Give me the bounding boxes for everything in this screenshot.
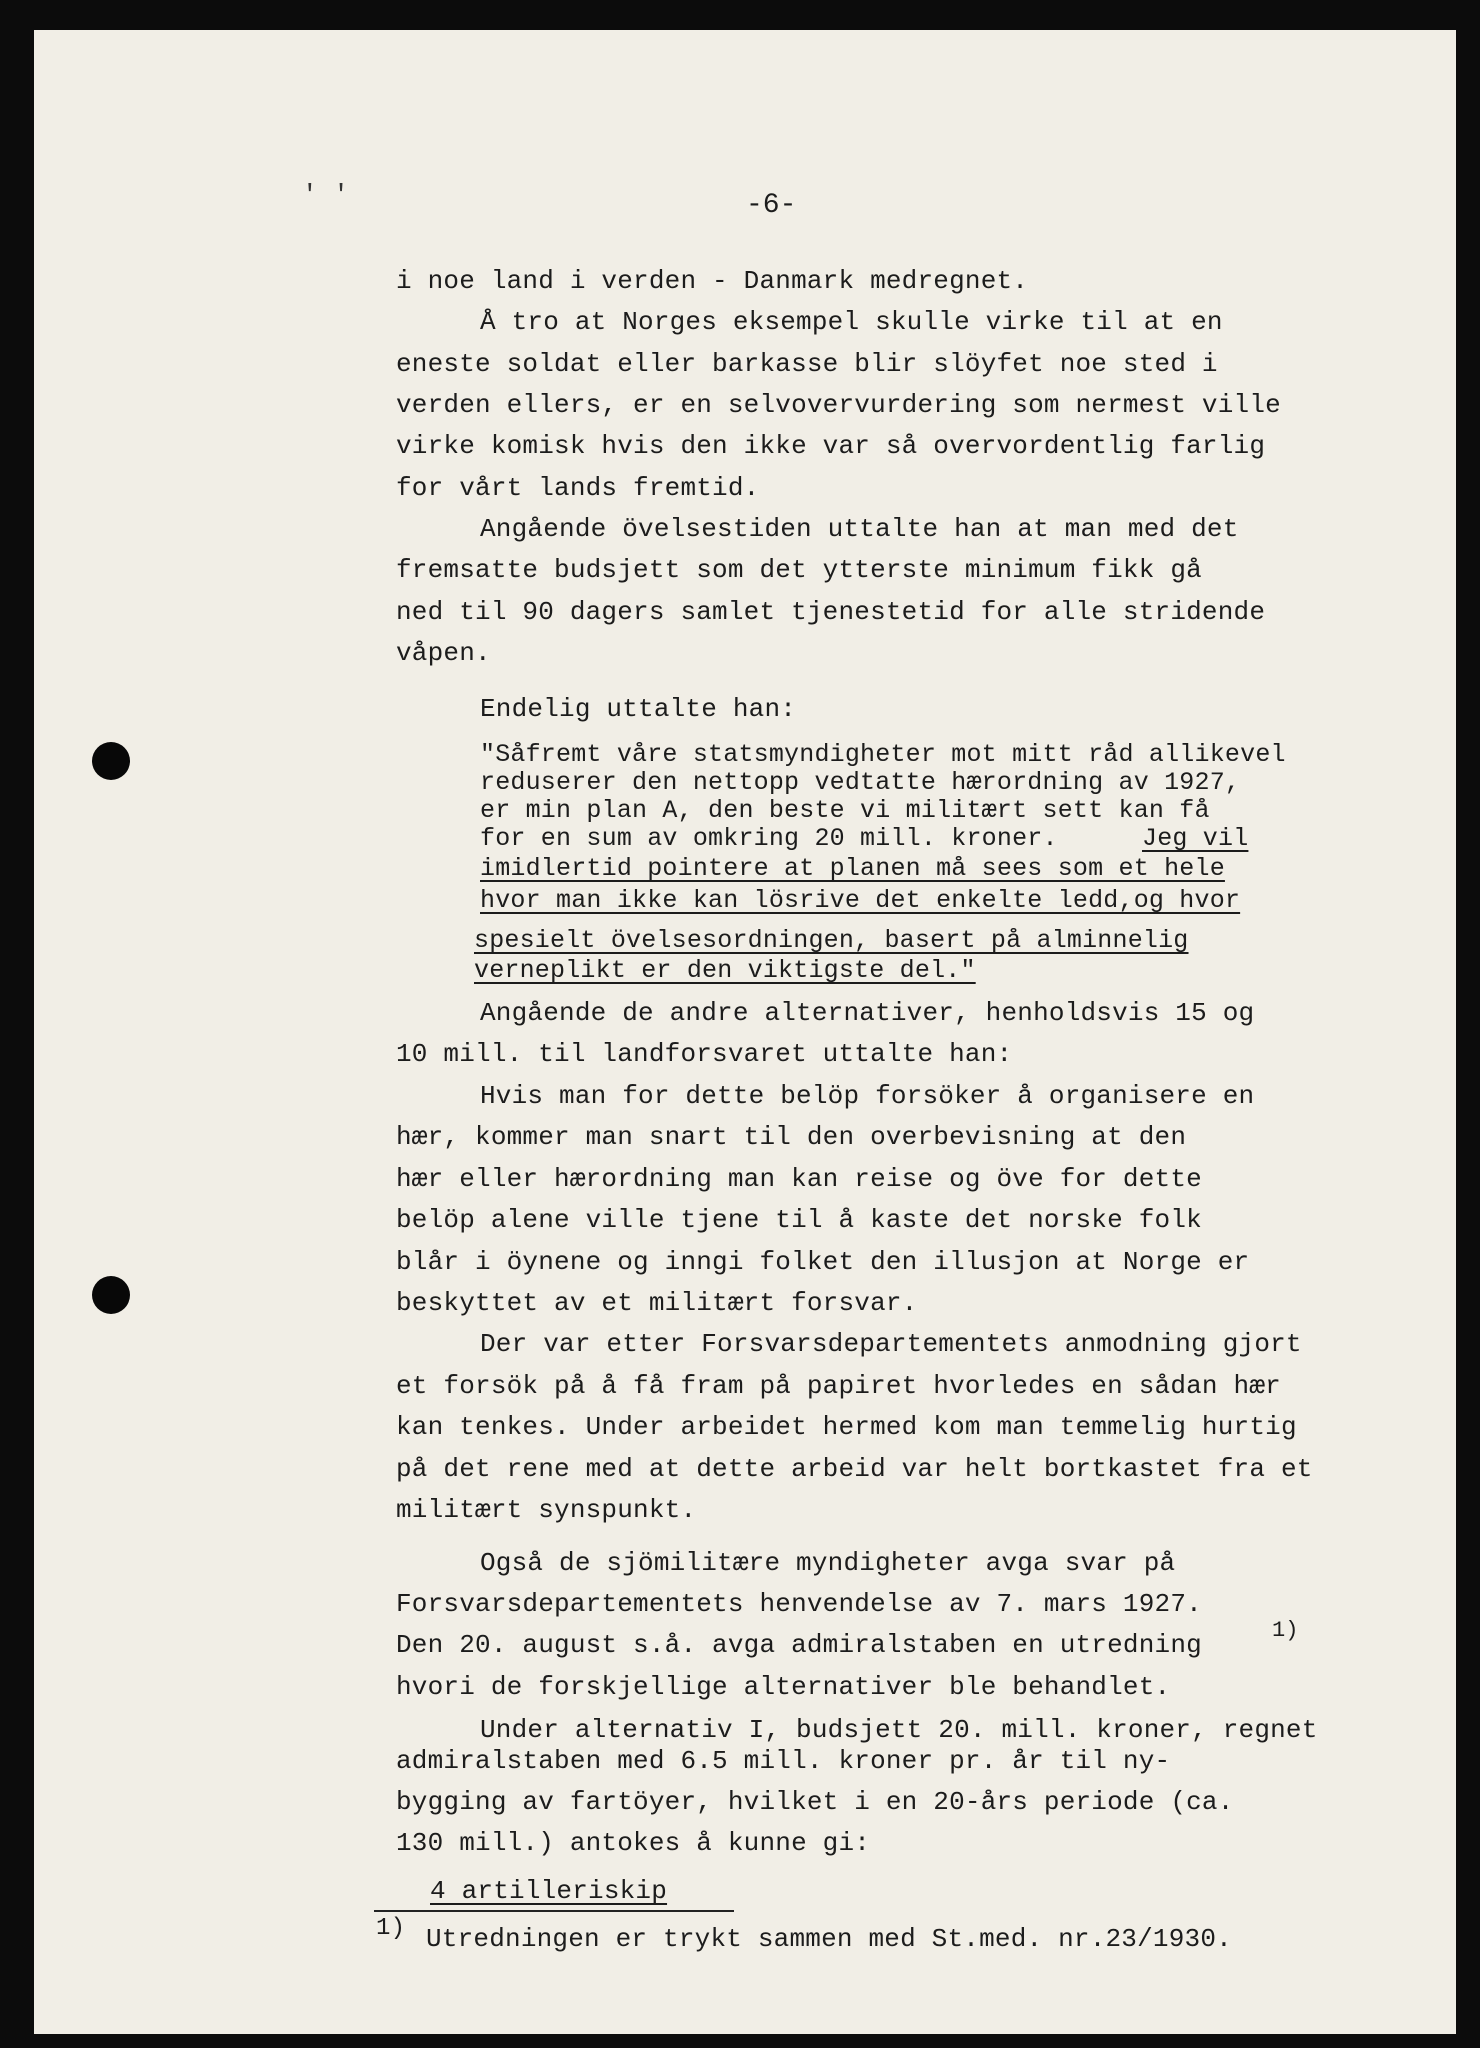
body-line: Hvis man for dette belöp forsöker å organisere en [480, 1081, 1255, 1111]
body-line: bygging av fartöyer, hvilket i en 20-års periode (ca. [396, 1787, 1234, 1817]
body-line: admiralstaben med 6.5 mill. kroner pr. år til ny- [396, 1746, 1171, 1776]
body-line: for vårt lands fremtid. [396, 473, 760, 503]
quote-underlined: spesielt övelsesordningen, basert på alminnelig [474, 926, 1189, 955]
footnote-marker: 1) [376, 1915, 406, 1942]
body-line: på det rene med at dette arbeid var helt bortkastet fra et [396, 1454, 1313, 1484]
quote-line: for en sum av omkring 20 mill. kroner. [480, 824, 1058, 853]
body-line: hær eller hærordning man kan reise og öve for dette [396, 1164, 1202, 1194]
body-line: Forsvarsdepartementets henvendelse av 7. mars 1927. [396, 1589, 1202, 1619]
scan-marks: ' ' [302, 180, 349, 210]
body-line: militært synspunkt. [396, 1495, 697, 1525]
body-line: Endelig uttalte han: [480, 694, 797, 724]
body-line: blår i öynene og inngi folket den illusjon at Norge er [396, 1247, 1250, 1277]
body-line: Der var etter Forsvarsdepartementets anmodning gjort [480, 1329, 1302, 1359]
document-page [34, 30, 1456, 2034]
body-line: eneste soldat eller barkasse blir slöyfet noe sted i [396, 349, 1218, 379]
body-line: Også de sjömilitære myndigheter avga svar på [480, 1548, 1176, 1578]
body-line: belöp alene ville tjene til å kaste det norske folk [396, 1205, 1202, 1235]
footnote-rule [374, 1910, 734, 1912]
body-line: Den 20. august s.å. avga admiralstaben en utredning [396, 1630, 1202, 1660]
page-number: -6- [746, 190, 797, 221]
quote-underlined: Jeg vil [1142, 824, 1249, 853]
punch-hole-bottom [92, 1276, 130, 1314]
body-line: Angående de andre alternativer, henholdsvis 15 og [480, 998, 1255, 1028]
body-line: Angående övelsestiden uttalte han at man med det [480, 514, 1239, 544]
punch-hole-top [92, 742, 130, 780]
body-line: fremsatte budsjett som det ytterste minimum fikk gå [396, 555, 1202, 585]
quote-underlined: verneplikt er den viktigste del." [474, 956, 976, 985]
body-line: beskyttet av et militært forsvar. [396, 1288, 918, 1318]
body-line: 4 artilleriskip [430, 1876, 668, 1906]
typed-text [34, 30, 1456, 2034]
body-line: Under alternativ I, budsjett 20. mill. kroner, regnet [480, 1715, 1318, 1745]
quote-underlined: hvor man ikke kan lösrive det enkelte ledd,og hvor [480, 886, 1241, 915]
body-line: kan tenkes. Under arbeidet hermed kom man temmelig hurtig [396, 1412, 1297, 1442]
body-line: ned til 90 dagers samlet tjenestetid for alle stridende [396, 597, 1266, 627]
body-line: våpen. [396, 638, 491, 668]
quote-underlined: imidlertid pointere at planen må sees som et hele [480, 854, 1225, 883]
body-line: hvori de forskjellige alternativer ble behandlet. [396, 1672, 1171, 1702]
body-line: 130 mill.) antokes å kunne gi: [396, 1828, 871, 1858]
footnote-text: Utredningen er trykt sammen med St.med. nr.23/1930. [426, 1924, 1232, 1954]
body-line: et forsök på å få fram på papiret hvorledes en sådan hær [396, 1371, 1281, 1401]
body-line: 10 mill. til landforsvaret uttalte han: [396, 1039, 1013, 1069]
footnote-ref: 1) [1272, 1618, 1299, 1643]
quote-line: "Såfremt våre statsmyndigheter mot mitt råd allikevel [480, 740, 1286, 769]
body-line: i noe land i verden - Danmark medregnet. [396, 266, 1029, 296]
body-line: verden ellers, er en selvovervurdering som nermest ville [396, 390, 1281, 420]
body-line: virke komisk hvis den ikke var så overvordentlig farlig [396, 431, 1266, 461]
body-line: hær, kommer man snart til den overbevisning at den [396, 1122, 1187, 1152]
body-line: Å tro at Norges eksempel skulle virke til at en [480, 307, 1223, 337]
quote-line: er min plan A, den beste vi militært sett kan få [480, 796, 1210, 825]
quote-line: reduserer den nettopp vedtatte hærordning av 1927, [480, 768, 1241, 797]
